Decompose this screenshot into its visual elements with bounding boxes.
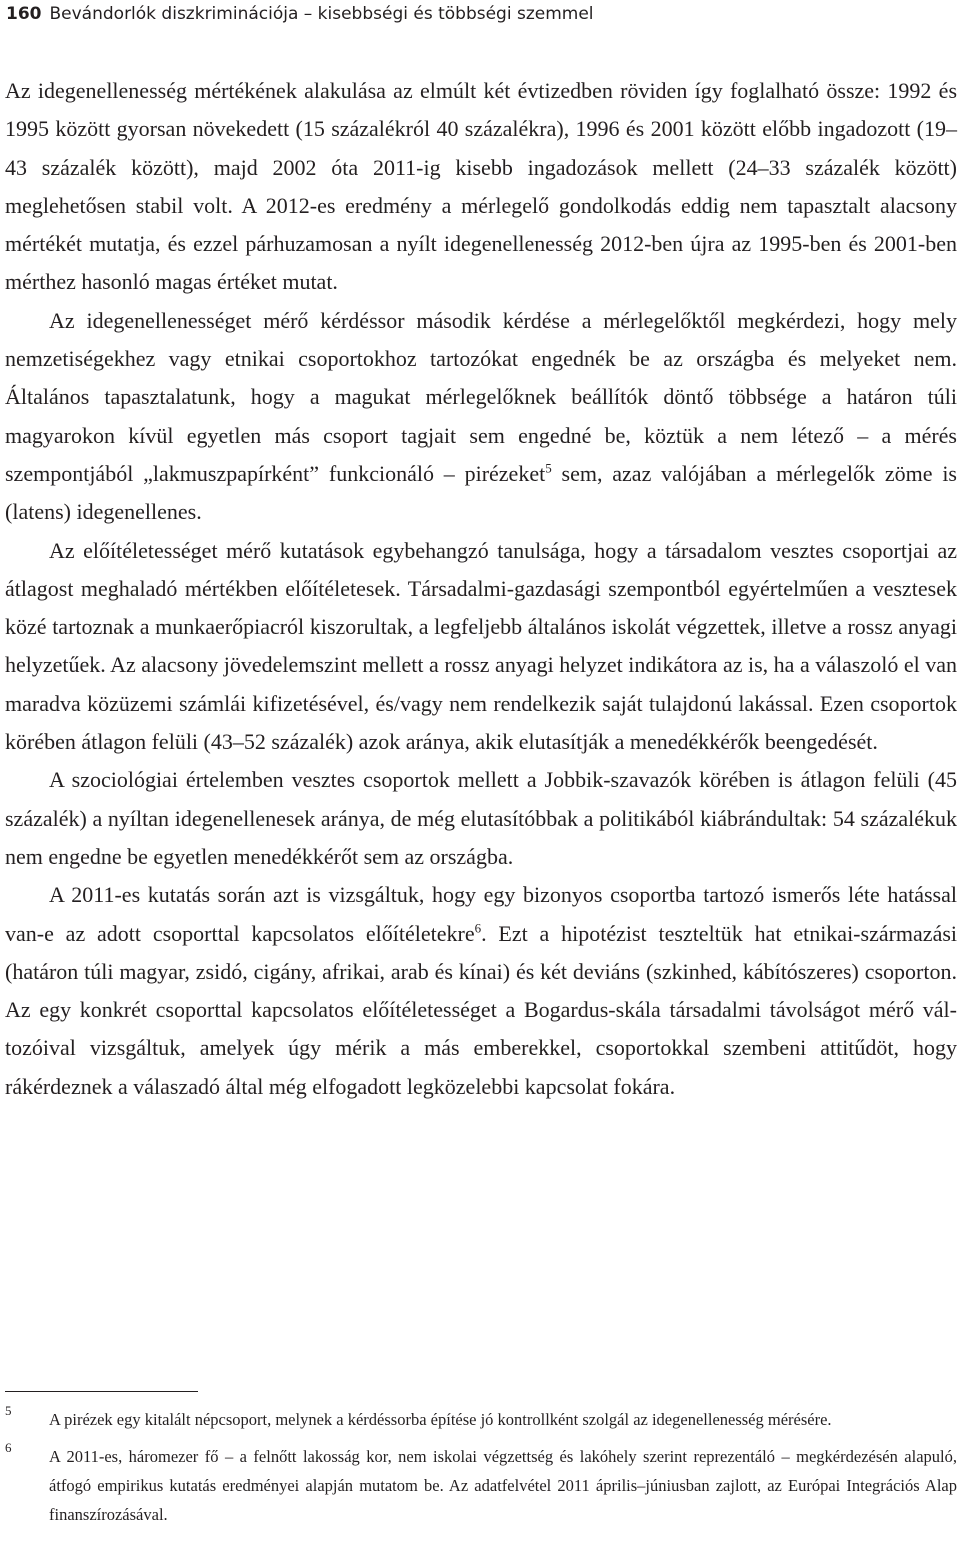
paragraph-3: Az előítéletességet mérő kutatások egybehangzó tanulsága, hogy a társadalom vesztes csoportjai az átlagost meghaladó mértékben előítéletesek. Társadalmi-gazdasági szempontból egyértelműen a vesztesek közé tartoznak a munkaerőpiacról kiszorultak, a legfeljebb általános iskolát végzettek, illetve a rossz anyagi helyzetűek. Az alacsony jövedelemszint mellett a rossz anyagi helyzet indikátora az is, ha a válaszoló el van maradva közüzemi számlái kifizetésével, és/vagy nem rendelkezik saját tulajdonú lakással. Ezen csoportok körében átlagon felüli (43–52 százalék) azok aránya, akik elutasítják a menedékkérők beengedését. xyxy=(5,537,957,755)
footnote-ref-5[interactable]: 5 xyxy=(545,460,552,476)
running-title: Bevándorlók diszkriminációja – kisebbségi és többségi szemmel xyxy=(49,4,594,24)
footnote-separator xyxy=(5,1391,198,1392)
paragraph-5-part-2: . Ezt a hipotézist teszteltük hat etnikai-származási (határon túli magyar, zsidó, cigány, afrikai, arab és kínai) és két deviáns (szkinhed, kábítószeres) csoporton. Az egy konkrét csoporttal kapcsolatos előítéletességet a Bogardus-skála társadalmi távolságot mérő változóival vizsgáltuk, amelyek úgy mérik a más emberekkel, csoportokkal szembeni attitűdöt, hogy rákérdeznek a válaszadó által még elfogadott legközelebbi kapcsolat fokára. xyxy=(5,920,958,1099)
paragraph-4: A szociológiai értelemben vesztes csoportok mellett a Jobbik-szavazók körében is átlagon felüli (45 százalék) a nyíltan idegenellenesek aránya, de még elutasítóbbak a politikából kiábrándultak: 54 százalékuk nem engedne be egyetlen menedékkérőt sem az országba. xyxy=(5,767,957,869)
paragraph-5 xyxy=(5,876,957,1106)
paragraph-2-part-1: Az idegenellenességet mérő kérdéssor második kérdése a mérlegelőktől megkérdezi, hogy mely nemzetiségekhez vagy etnikai csoportokhoz tartozókat engednék be az országba és melyeket nem. Általános tapasztalatunk, hogy a magukat mérlegelőknek beállítók döntő többsége a határon túli magyarokon kívül egyetlen más csoport tagjait sem engedné be, köztük a nem létező – a mérés szempontjából „lakmuszpapírként” funkcionáló – pirézeket xyxy=(5,307,957,486)
page-number: 160 xyxy=(6,4,42,24)
footnote-text: A 2011-es, háromezer fő – a felnőtt lakosság kor, nem iskolai végzettség és lakóhely szerint reprezentáló – megkérdezésén alapuló, átfogó empirikus kutatás eredményei alapján mutatom be. Az adatfelvétel 2011 április–júniusban zajlott, az Európai Integrációs Alap finanszírozásával. xyxy=(49,1447,957,1524)
body-text xyxy=(5,72,957,1106)
footnotes xyxy=(5,1405,957,1537)
footnote-6 xyxy=(5,1442,957,1529)
footnote-5 xyxy=(5,1405,957,1434)
footnote-ref-6[interactable]: 6 xyxy=(474,920,482,936)
footnote-number: 5 xyxy=(5,1403,12,1418)
running-header xyxy=(6,4,594,24)
footnote-number: 6 xyxy=(5,1440,12,1455)
paragraph-5-part-1: A 2011-es kutatás során azt is vizsgáltuk, hogy egy bizonyos csoportba tartozó ismerős léte hatással van-e az adott csoporttal kapcsolatos előítéletekre xyxy=(5,882,957,946)
paragraph-2 xyxy=(5,302,957,532)
footnote-text: A pirézek egy kitalált népcsoport, melynek a kérdéssorba építése jó kontrollként szolgál az idegenellenesség mérésére. xyxy=(49,1410,832,1429)
paragraph-2-part-2: sem, azaz valójában a mérlegelők zöme is (latens) idegenellenes. xyxy=(5,460,957,525)
paragraph-1-part-1: Az idegenellenesség mértékének alakulása az elmúlt két évtizedben röviden így foglalható össze: 1992 és 1995 között gyorsan növekedett (15 százalékról 40 százalékra), 1996 és 2001 között előbb ingadozott (19–43 százalék között), majd 2002 óta 2011-ig kisebb ingadozások mellett (24–33 százalék között) meglehetősen stabil volt. xyxy=(5,78,957,218)
paragraph-1 xyxy=(5,72,957,302)
paragraph-1-part-2: A 2012-es eredmény a mérlegelő gondolkodás eddig nem tapasztalt alacsony mértékét mutatja, és ezzel párhuzamosan a nyílt idegenellenesség 2012-ben újra az 1995-ben és 2001-ben mérthez hasonló magas értéket mutat. xyxy=(5,192,957,295)
